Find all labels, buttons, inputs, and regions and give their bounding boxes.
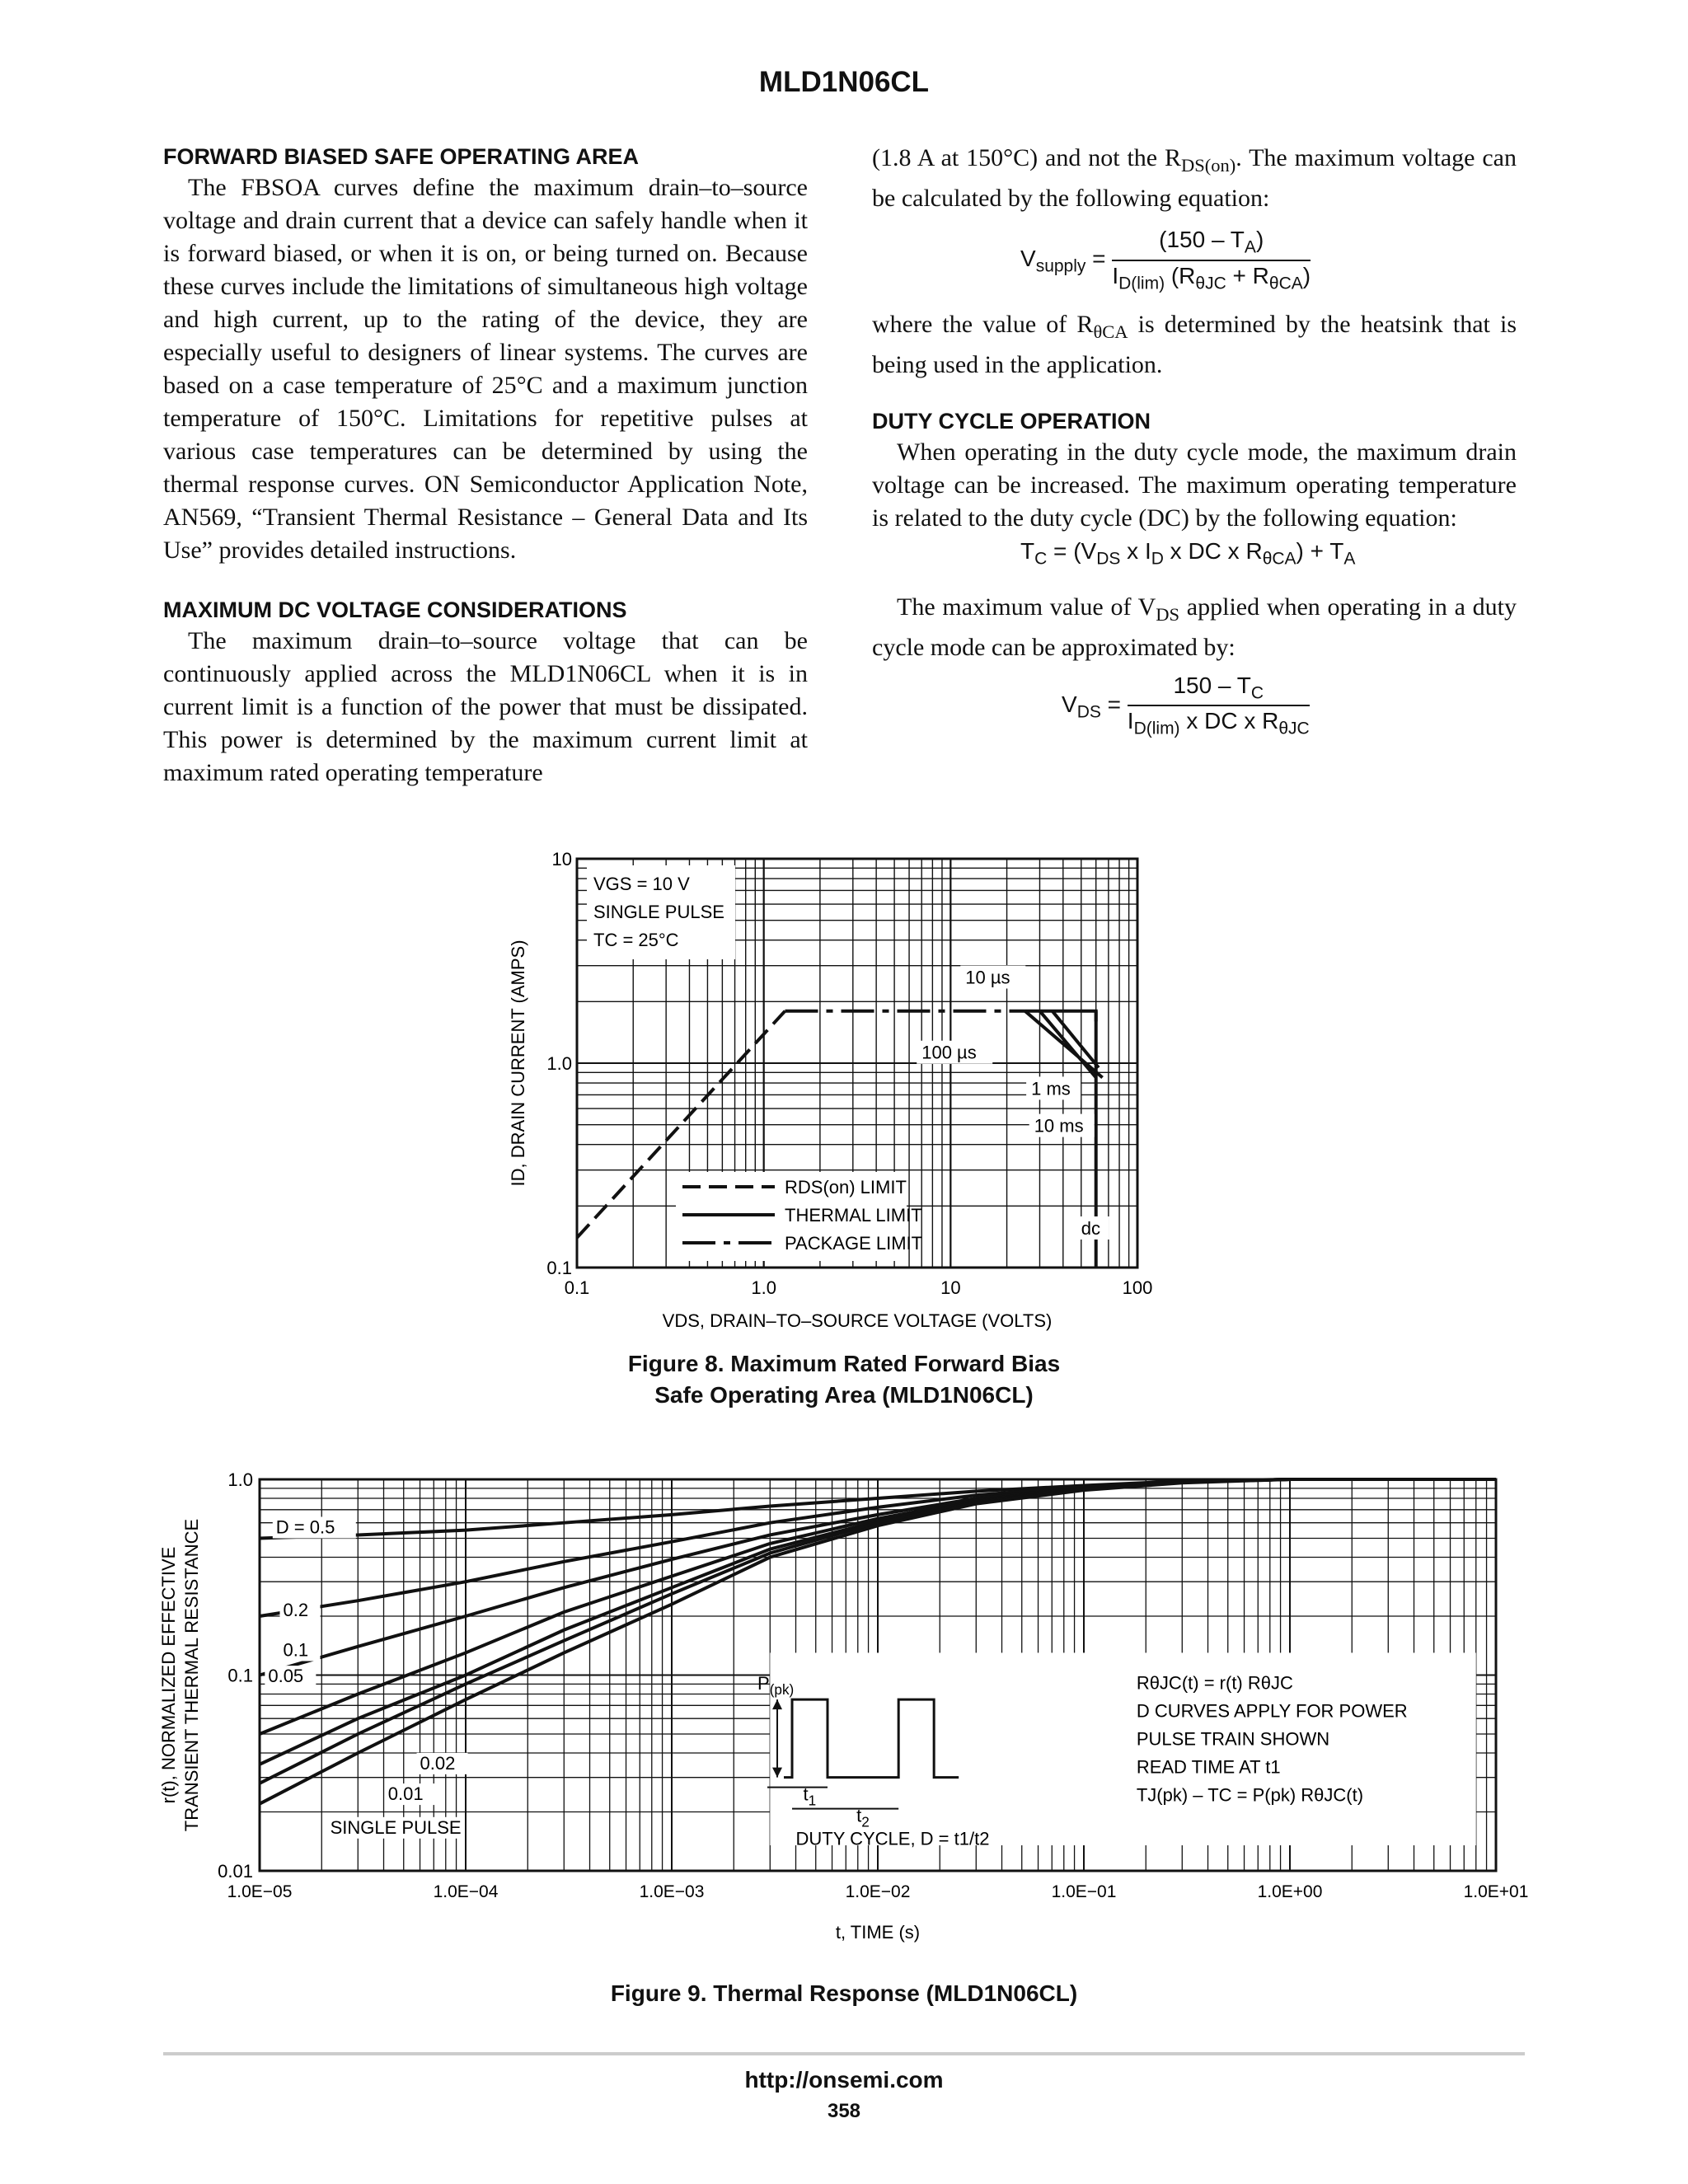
y-axis-label: r(t), NORMALIZED EFFECTIVE (158, 1546, 179, 1804)
duty-cycle-heading: DUTY CYCLE OPERATION (872, 409, 1151, 434)
y-tick-label: 1.0 (546, 1053, 572, 1074)
y-tick-label: 1.0 (227, 1469, 253, 1490)
y-tick-label: 0.1 (546, 1258, 572, 1278)
x-tick-label: 1.0 (751, 1277, 776, 1298)
footer-url[interactable]: http://onsemi.com (744, 2067, 944, 2093)
vds-paragraph: The maximum value of $V_{DS}$ applied when operating in a duty cycle mode can be approximated by: (872, 593, 1517, 661)
series-label: D = 0.5 (275, 1516, 335, 1538)
inset-t1-label: $t_1$ (803, 1783, 817, 1809)
duty-cycle-paragraph: When operating in the duty cycle mode, the maximum drain voltage can be increased. The maximum operating temperature is related to the duty cycle (DC) by the following equation: (872, 438, 1517, 532)
dc-voltage-paragraph: The maximum drain–to–source voltage that can be continuously applied across the MLD1N06CL when it is in current limit is a function of the power that must be dissipated. This power is determined by the maximum current limit at maximum rated operating temperature (163, 627, 808, 786)
y-axis-label: TRANSIENT THERMAL RESISTANCE (181, 1518, 202, 1832)
series-label: 0.2 (283, 1600, 309, 1621)
annotation-label: 100 µs (921, 1042, 977, 1063)
y-tick-label: 0.1 (227, 1665, 253, 1686)
legend-label: RDS(on) LIMIT (785, 1177, 907, 1197)
inset-note: READ TIME AT t1 (1136, 1756, 1281, 1778)
where-paragraph: where the value of $R_{\theta CA}$ is determined by the heatsink that is being used in the application. (872, 311, 1517, 379)
x-tick-label: 1.0E−02 (845, 1882, 911, 1901)
x-tick-label: 1.0E−05 (227, 1882, 293, 1901)
annotation-label: 10 ms (1034, 1115, 1084, 1137)
vds-equation: $V_{DS}$ = $\frac{150 - T_C}{I_{D(lim)} x DC x R_{\theta JC}}$ (1062, 672, 1310, 738)
series-label: 0.01 (387, 1783, 424, 1805)
thermal-response-chart (148, 1463, 1550, 1957)
footer-divider (163, 2052, 1525, 2055)
series-label: 0.05 (268, 1666, 304, 1687)
x-tick-label: 1.0E+00 (1257, 1882, 1323, 1901)
condition-label: SINGLE PULSE (593, 902, 724, 922)
fbsoa-chart (495, 849, 1203, 1343)
annotation-label: 1 ms (1031, 1078, 1071, 1099)
inset-ppk-label: $P_{(pk)}$ (757, 1673, 795, 1699)
figure8-caption-line1: Figure 8. Maximum Rated Forward Bias (627, 1351, 1061, 1376)
condition-label: TC = 25°C (593, 930, 679, 950)
document-title: MLD1N06CL (758, 66, 930, 98)
fbsoa-heading: FORWARD BIASED SAFE OPERATING AREA (163, 144, 640, 169)
dc-voltage-heading: MAXIMUM DC VOLTAGE CONSIDERATIONS (163, 598, 627, 622)
y-tick-label: 0.01 (218, 1861, 253, 1882)
inset-box (770, 1652, 1475, 1845)
x-tick-label: 1.0E−04 (433, 1882, 499, 1901)
right-column (872, 142, 1517, 739)
page-number: 358 (827, 2100, 861, 2122)
series-label: 0.02 (420, 1752, 456, 1774)
figure8-caption (0, 1348, 1688, 1411)
y-tick-label: 10 (551, 849, 572, 869)
soa-curve-100-s (1025, 1011, 1103, 1078)
fbsoa-paragraph: The FBSOA curves define the maximum drain–to–source voltage and drain current that a device can safely handle when it is forward biased, or when it is on, or being turned on. Because these curves include the limitations of simultaneous high voltage and high current, up to the rating of the device, they are especially useful to designers of linear systems. The curves are based on a case temperature of 25°C and a maximum junction temperature of 150°C. Limitations for repetitive pulses at various case temperatures can be determined by using the thermal response curves. ON Semiconductor Application Note, AN569, “Transient Thermal Resistance – General Data and Its Use” provides detailed instructions. (163, 174, 808, 564)
x-tick-label: 10 (940, 1277, 961, 1298)
continuation-paragraph: (1.8 A at 150°C) and not the $R_{DS(on)}$. The maximum voltage can be calculated by the following equation: (872, 144, 1517, 212)
x-tick-label: 1.0E+01 (1463, 1882, 1529, 1901)
legend-label: PACKAGE LIMIT (785, 1233, 923, 1254)
inset-note: PULSE TRAIN SHOWN (1136, 1728, 1330, 1750)
x-tick-label: 1.0E−01 (1051, 1882, 1117, 1901)
tc-equation: $T_C = (V_{DS}$ x $I_D$ x DC x $R_{\theta CA}) + T_A$ (1020, 538, 1356, 569)
inset-duty-cycle-label: DUTY CYCLE, D = t1/t2 (795, 1828, 990, 1849)
condition-label: VGS = 10 V (593, 874, 690, 894)
x-axis-label: t, TIME (s) (835, 1922, 921, 1943)
inset-t2-label: $t_2$ (856, 1805, 870, 1830)
left-column (163, 142, 808, 790)
annotation-label: 10 µs (965, 967, 1010, 988)
series-label: SINGLE PULSE (330, 1816, 462, 1838)
inset-note: RθJC(t) = r(t) RθJC (1136, 1672, 1293, 1694)
x-tick-label: 100 (1122, 1277, 1153, 1298)
x-axis-label: VDS, DRAIN–TO–SOURCE VOLTAGE (VOLTS) (662, 1310, 1053, 1331)
x-tick-label: 0.1 (564, 1277, 590, 1298)
figure8-caption-line2: Safe Operating Area (MLD1N06CL) (654, 1382, 1034, 1408)
annotation-label: dc (1081, 1217, 1101, 1239)
soa-curve-1-ms (1039, 1011, 1095, 1078)
inset-note: D CURVES APPLY FOR POWER (1136, 1700, 1408, 1722)
inset-note: TJ(pk) – TC = P(pk) RθJC(t) (1136, 1784, 1364, 1806)
vsupply-equation: $V_{supply}$ = $\frac{(150 - T_A)}{I_{D(lim)} (R_{\theta JC} + R_{\theta CA})}$ (1020, 227, 1311, 293)
figure9-caption: Figure 9. Thermal Response (MLD1N06CL) (610, 1980, 1078, 2006)
x-tick-label: 1.0E−03 (639, 1882, 705, 1901)
legend-label: THERMAL LIMIT (785, 1205, 922, 1226)
series-label: 0.1 (283, 1639, 309, 1661)
y-axis-label: ID, DRAIN CURRENT (AMPS) (508, 940, 528, 1187)
